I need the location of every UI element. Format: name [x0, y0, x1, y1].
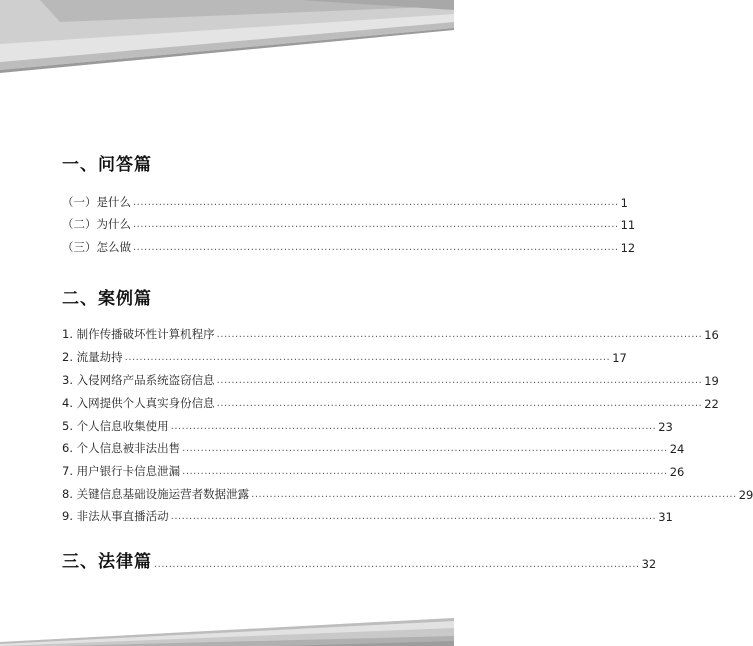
dot-leader: .................................................................................................................................... — [182, 443, 668, 454]
toc-entry-label: （三）怎么做 — [62, 240, 131, 254]
toc-entry-label: 9. 非法从事直播活动 — [62, 509, 169, 523]
toc-entry-page: 12 — [620, 241, 636, 255]
toc-entry-label: （二）为什么 — [62, 217, 131, 231]
toc-entry-label: （一）是什么 — [62, 195, 131, 209]
toc-entry-label: 5. 个人信息收集使用 — [62, 419, 169, 433]
dot-leader: .................................................................................................................................... — [124, 352, 611, 363]
toc-entry-law[interactable] — [62, 552, 657, 572]
toc-entry[interactable] — [62, 326, 719, 342]
toc-entry-label: 1. 制作传播破坏性计算机程序 — [62, 327, 215, 341]
section-heading-law: 三、法律篇 — [62, 552, 152, 572]
dot-leader: .................................................................................................................................... — [216, 375, 703, 386]
toc-entry-page: 31 — [658, 510, 673, 524]
toc-entry-label: 8. 关键信息基础设施运营者数据泄露 — [62, 487, 250, 501]
bottom-decoration — [0, 610, 454, 646]
toc-entry-page: 23 — [658, 420, 673, 434]
toc-entry-page: 17 — [612, 351, 627, 365]
toc-entry-label: 7. 用户银行卡信息泄漏 — [62, 464, 181, 478]
dot-leader: .................................................................................................................................... — [154, 559, 640, 570]
toc-entry[interactable] — [62, 463, 685, 479]
dot-leader: .................................................................................................................................... — [216, 398, 703, 409]
dot-leader: .................................................................................................................................... — [182, 466, 668, 477]
toc-entry-page: 19 — [704, 374, 719, 388]
toc-entry-label: 4. 入网提供个人真实身份信息 — [62, 396, 215, 410]
dot-leader: .................................................................................................................................... — [133, 242, 619, 253]
dot-leader: .................................................................................................................................... — [133, 219, 619, 230]
toc-entry-page: 26 — [669, 465, 685, 479]
toc-entry[interactable] — [62, 194, 628, 210]
dot-leader: .................................................................................................................................... — [251, 489, 737, 500]
toc-entry-page: 29 — [738, 488, 753, 502]
toc-entry[interactable] — [62, 486, 753, 502]
dot-leader: .................................................................................................................................... — [216, 329, 703, 340]
section-heading-cases: 二、案例篇 — [62, 289, 152, 309]
toc-entry[interactable] — [62, 395, 719, 411]
toc-entry-page: 1 — [620, 196, 628, 210]
toc-entry[interactable] — [62, 508, 673, 524]
toc-entry[interactable] — [62, 216, 636, 232]
toc-entry[interactable] — [62, 372, 719, 388]
toc-entry[interactable] — [62, 440, 685, 456]
toc-entry-label: 6. 个人信息被非法出售 — [62, 441, 181, 455]
toc-entry-label: 2. 流量劫持 — [62, 350, 123, 364]
toc-entry-label: 3. 入侵网络产品系统盗窃信息 — [62, 373, 215, 387]
top-decoration — [0, 0, 454, 80]
section-heading-qa: 一、问答篇 — [62, 155, 152, 175]
toc-entry-page: 24 — [669, 442, 685, 456]
dot-leader: .................................................................................................................................... — [170, 421, 657, 432]
dot-leader: .................................................................................................................................... — [170, 511, 657, 522]
toc-entry[interactable] — [62, 239, 636, 255]
toc-entry-page: 22 — [704, 397, 719, 411]
toc-entry[interactable] — [62, 349, 627, 365]
toc-entry-page: 11 — [620, 218, 636, 232]
toc-entry-page: 32 — [641, 557, 657, 571]
dot-leader: .................................................................................................................................... — [133, 197, 619, 208]
toc-entry-page: 16 — [704, 328, 719, 342]
toc-entry[interactable] — [62, 418, 673, 434]
